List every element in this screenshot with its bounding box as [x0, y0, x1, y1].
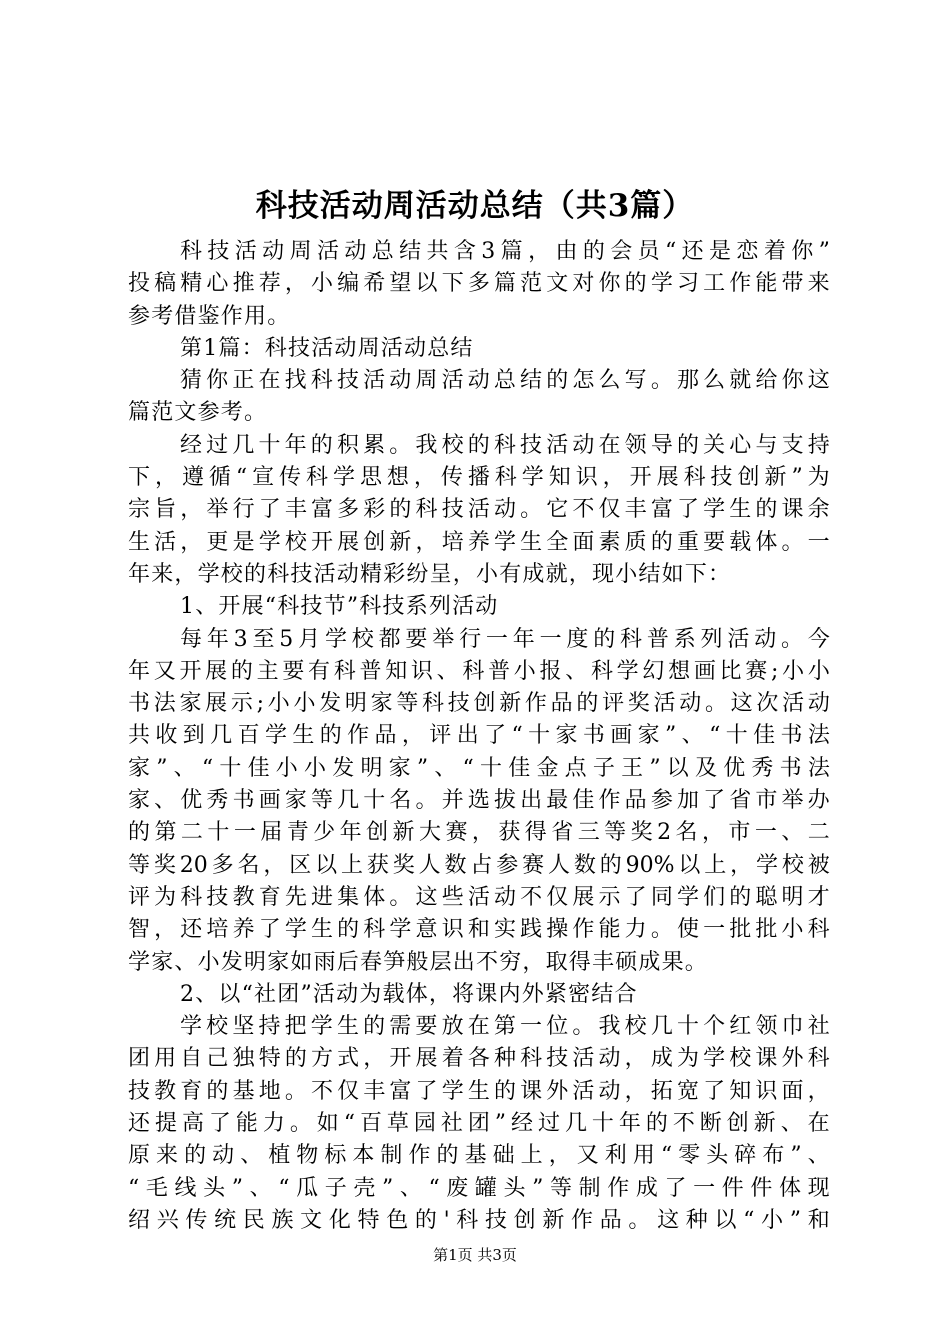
paragraph-line: 科 技 活 动 周 活 动 总 结 共 含 3 篇 ， 由 的 会 员 “ 还 是 恋 着 你 ”	[180, 239, 830, 264]
paragraph-line: 每 年 3 至 5 月 学 校 都 要 举 行 一 年 一 度 的 科 普 系 列 活 动 。 今	[180, 626, 830, 652]
paragraph-line: 猜 你 正 在 找 科 技 活 动 周 活 动 总 结 的 怎 么 写 。 那 么 就 给 你 这	[180, 368, 830, 394]
page-footer: 第1页 共3页	[433, 1246, 517, 1264]
paragraph-line: 书 法 家 展 示 ; 小 小 发 明 家 等 科 技 创 新 作 品 的 评 奖 活 动 。 这 次 活 动	[128, 691, 830, 717]
paragraph-line: 宗 旨 ， 举 行 了 丰 富 多 彩 的 科 技 活 动 。 它 不 仅 丰 富 了 学 生 的 课 余	[128, 497, 830, 523]
paragraph-line: 等 奖 20 多 名 ， 区 以 上 获 奖 人 数 占 参 赛 人 数 的 90% 以 上 ， 学 校 被	[128, 852, 830, 878]
paragraph-line: 生 活 ， 更 是 学 校 开 展 创 新 ， 培 养 学 生 全 面 素 质 的 重 要 载 体 。 一	[128, 529, 830, 555]
paragraph-line: 下 ， 遵 循 “ 宣 传 科 学 思 想 ， 传 播 科 学 知 识 ， 开 展 科 技 创 新 ” 为	[128, 465, 830, 491]
paragraph-line: 评 为 科 技 教 育 先 进 集 体 。 这 些 活 动 不 仅 展 示 了 同 学 们 的 聪 明 才	[128, 884, 830, 910]
paragraph-line: 年来，学校的科技活动精彩纷呈，小有成就，现小结如下：	[128, 561, 732, 587]
paragraph-line: 参考借鉴作用。	[128, 303, 291, 329]
page-title: 科技活动周活动总结（共3篇）	[255, 188, 695, 224]
paragraph-line: 团 用 自 己 独 特 的 方 式 ， 开 展 着 各 种 科 技 活 动 ， 成 为 学 校 课 外 科	[128, 1046, 830, 1072]
paragraph-line: 家 ” 、 “ 十 佳 小 小 发 明 家 ” 、 “ 十 佳 金 点 子 王 ” 以 及 优 秀 书 法	[128, 755, 830, 781]
paragraph-line: 共 收 到 几 百 学 生 的 作 品 ， 评 出 了 “ 十 家 书 画 家 ” 、 “ 十 佳 书 法	[128, 723, 830, 749]
paragraph-line: 绍 兴 传 统 民 族 文 化 特 色 的 ' 科 技 创 新 作 品 。 这 种 以 “ 小 ” 和	[128, 1207, 830, 1233]
section-heading: 1、开展“科技节”科技系列活动	[180, 594, 499, 620]
paragraph-line: 篇范文参考。	[128, 400, 268, 426]
paragraph-line: 投 稿 精 心 推 荐 ， 小 编 希 望 以 下 多 篇 范 文 对 你 的 学 习 工 作 能 带 来	[128, 271, 830, 297]
paragraph-line: 还 提 高 了 能 力 。 如 “ 百 草 园 社 团 ” 经 过 几 十 年 的 不 断 创 新 、 在	[128, 1111, 830, 1137]
section-heading: 2、以“社团”活动为载体，将课内外紧密结合	[180, 981, 638, 1007]
paragraph-line: 的 第 二 十 一 届 青 少 年 创 新 大 赛 ， 获 得 省 三 等 奖 2 名 ， 市 一 、 二	[128, 820, 830, 846]
paragraph-line: 经 过 几 十 年 的 积 累 。 我 校 的 科 技 活 动 在 领 导 的 关 心 与 支 持	[180, 432, 830, 458]
paragraph-line: 学家、小发明家如雨后春笋般层出不穷，取得丰硕成果。	[128, 949, 709, 975]
paragraph-line: “ 毛 线 头 ” 、 “ 瓜 子 壳 ” 、 “ 废 罐 头 ” 等 制 作 成 了 一 件 件 体 现	[128, 1175, 830, 1201]
paragraph-line: 智 ， 还 培 养 了 学 生 的 科 学 意 识 和 实 践 操 作 能 力 。 使 一 批 批 小 科	[128, 917, 830, 943]
document-body	[128, 236, 830, 1237]
paragraph-line: 家 、 优 秀 书 画 家 等 几 十 名 。 并 选 拔 出 最 佳 作 品 参 加 了 省 市 举 办	[128, 788, 830, 814]
paragraph-line: 学 校 坚 持 把 学 生 的 需 要 放 在 第 一 位 。 我 校 几 十 个 红 领 巾 社	[180, 1014, 830, 1040]
paragraph-line: 年 又 开 展 的 主 要 有 科 普 知 识 、 科 普 小 报 、 科 学 幻 想 画 比 赛 ; 小 小	[128, 658, 830, 684]
paragraph-line: 技 教 育 的 基 地 。 不 仅 丰 富 了 学 生 的 课 外 活 动 ， 拓 宽 了 知 识 面 ，	[128, 1078, 830, 1104]
section-heading: 第1篇：科技活动周活动总结	[180, 335, 474, 361]
paragraph-line: 原 来 的 动 、 植 物 标 本 制 作 的 基 础 上 ， 又 利 用 “ 零 头 碎 布 ” 、	[128, 1143, 830, 1169]
